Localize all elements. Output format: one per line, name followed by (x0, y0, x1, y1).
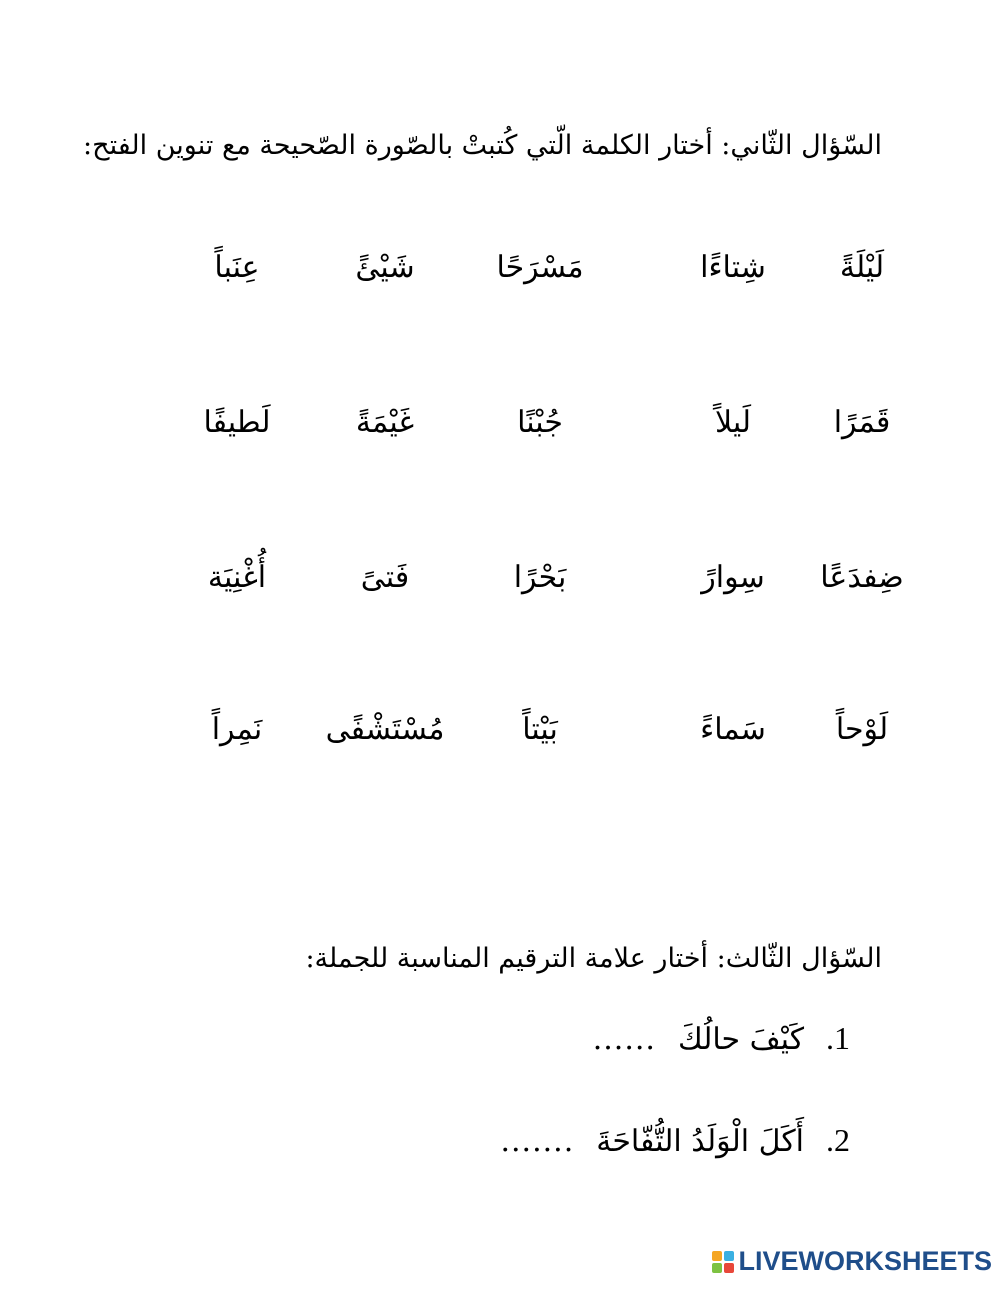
word-option[interactable]: لَيلاً (714, 405, 752, 440)
punctuation-blank[interactable]: ...... (592, 1022, 656, 1057)
word-option[interactable]: مَسْرَحًا (496, 250, 584, 285)
word-option[interactable]: قَمَرًا (833, 405, 891, 440)
word-option[interactable]: نَمِراً (211, 712, 263, 747)
word-row-2 (180, 405, 900, 455)
word-option[interactable]: شَيْئً (355, 250, 415, 285)
liveworksheets-icon (712, 1251, 734, 1273)
word-option[interactable]: لَيْلَةً (839, 250, 885, 285)
sentence-number: 1. (826, 1020, 850, 1056)
word-option[interactable]: بَحْرًا (513, 560, 567, 595)
sentence-item-1 (593, 1020, 850, 1057)
word-option[interactable]: غَيْمَةً (355, 405, 415, 440)
sentence-text: أَكَلَ الْوَلَدُ التُّفّاحَةَ (596, 1124, 804, 1159)
word-option[interactable]: لَوْحاً (835, 712, 889, 747)
word-row-1 (180, 250, 900, 300)
word-option[interactable]: شِتاءًا (700, 250, 766, 285)
word-option[interactable]: ضِفدَعًا (820, 560, 904, 595)
liveworksheets-logo[interactable] (712, 1246, 992, 1277)
word-option[interactable]: لَطيفًا (203, 405, 271, 440)
word-option[interactable]: بَيْتاً (522, 712, 558, 747)
question-3-title: السّؤال الثّالث: أختار علامة الترقيم المناسبة للجملة: (305, 943, 882, 974)
word-option[interactable]: سَماءً (700, 712, 766, 747)
word-option[interactable]: جُبْنًا (517, 405, 563, 440)
question-2-title: السّؤال الثّاني: أختار الكلمة الّتي كُتبتْ بالصّورة الصّحيحة مع تنوين الفتح: (83, 130, 882, 161)
word-row-3 (180, 560, 904, 610)
brand-text: LIVEWORKSHEETS (738, 1246, 992, 1276)
word-option[interactable]: سِوارً (701, 560, 765, 595)
word-option[interactable]: فَتىً (360, 560, 410, 595)
word-option[interactable]: مُسْتَشْفًى (325, 712, 445, 747)
punctuation-blank[interactable]: ....... (500, 1124, 575, 1159)
word-row-4 (180, 712, 900, 762)
word-option[interactable]: أُغْنِيَة (207, 560, 267, 595)
sentence-number: 2. (826, 1122, 850, 1158)
sentence-item-2 (500, 1122, 850, 1159)
word-option[interactable]: عِنَباً (214, 250, 260, 285)
sentence-text: كَيْفَ حالُكَ (677, 1022, 804, 1057)
